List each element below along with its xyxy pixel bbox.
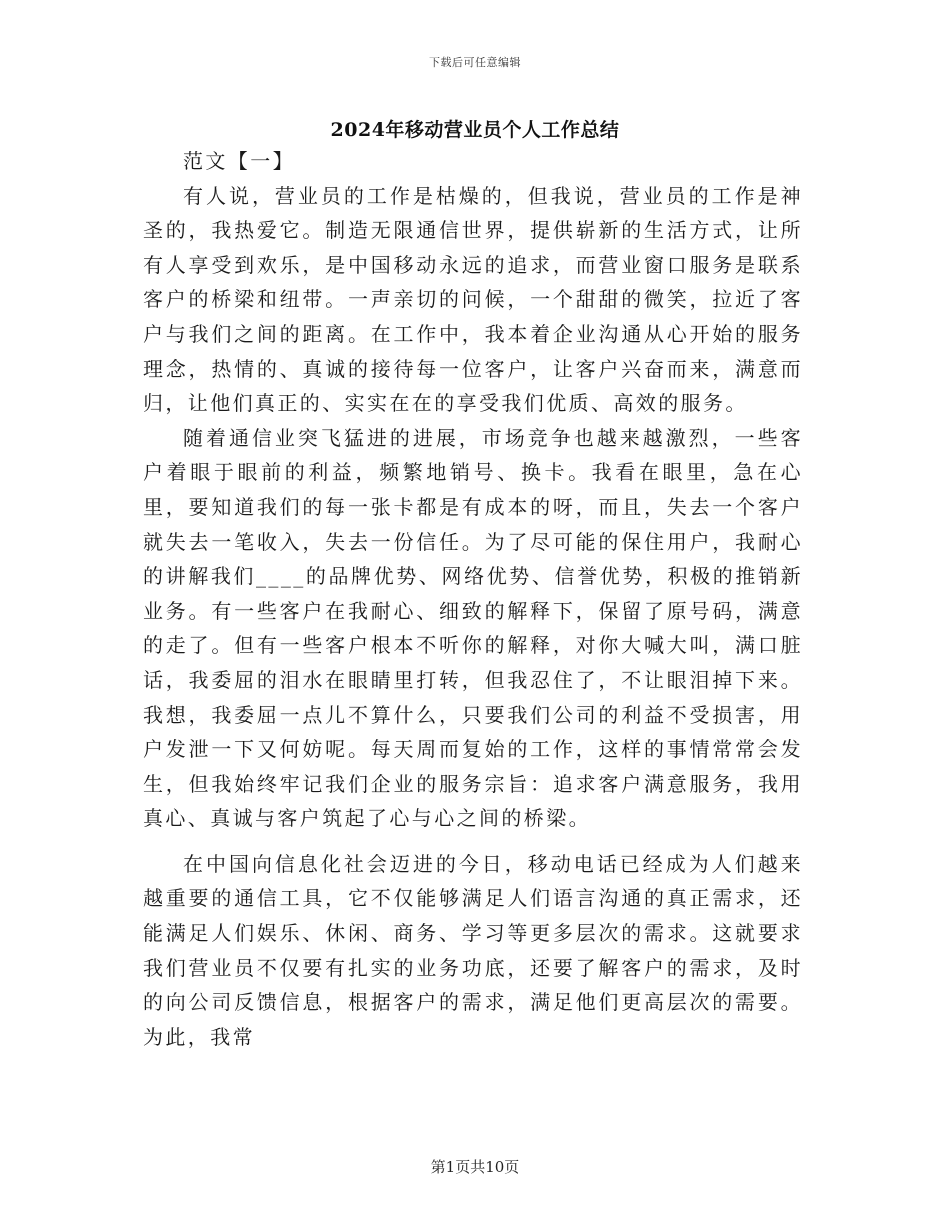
page-footer: 第1页共10页 [430, 1158, 520, 1176]
paragraph-1: 有人说，营业员的工作是枯燥的，但我说，营业员的工作是神圣的，我热爱它。制造无限通信世界，提供崭新的生活方式，让所有人享受到欢乐，是中国移动永远的追求，而营业窗口服务是联系客户的桥梁和纽带。一声亲切的问候，一个甜甜的微笑，拉近了客户与我们之间的距离。在工作中，我本着企业沟通从心开始的服务理念，热情的、真诚的接待每一位客户，让客户兴奋而来，满意而归，让他们真正的、实实在在的享受我们优质、高效的服务。 [143, 183, 803, 416]
section-label: 范文【一】 [183, 149, 295, 173]
paragraph-3: 在中国向信息化社会迈进的今日，移动电话已经成为人们越来越重要的通信工具，它不仅能够满足人们语言沟通的真正需求，还能满足人们娱乐、休闲、商务、学习等更多层次的需求。这就要求我们营业员不仅要有扎实的业务功底，还要了解客户的需求，及时的向公司反馈信息，根据客户的需求，满足他们更高层次的需要。为此，我常 [143, 851, 803, 1049]
paragraph-2: 随着通信业突飞猛进的进展，市场竞争也越来越激烈，一些客户着眼于眼前的利益，频繁地销号、换卡。我看在眼里，急在心里，要知道我们的每一张卡都是有成本的呀，而且，失去一个客户就失去一笔收入，失去一份信任。为了尽可能的保住用户，我耐心的讲解我们____的品牌优势、网络优势、信誉优势，积极的推销新业务。有一些客户在我耐心、细致的解释下，保留了原号码，满意的走了。但有一些客户根本不听你的解释，对你大喊大叫，满口脏话，我委屈的泪水在眼睛里打转，但我忍住了，不让眼泪掉下来。我想，我委屈一点儿不算什么，只要我们公司的利益不受损害，用户发泄一下又何妨呢。每天周而复始的工作，这样的事情常常会发生，但我始终牢记我们企业的服务宗旨：追求客户满意服务，我用真心、真诚与客户筑起了心与心之间的桥梁。 [143, 425, 803, 831]
document-body [143, 144, 803, 1054]
header-note: 下载后可任意编辑 [429, 56, 521, 69]
document-title: 2024年移动营业员个人工作总结 [330, 119, 620, 141]
